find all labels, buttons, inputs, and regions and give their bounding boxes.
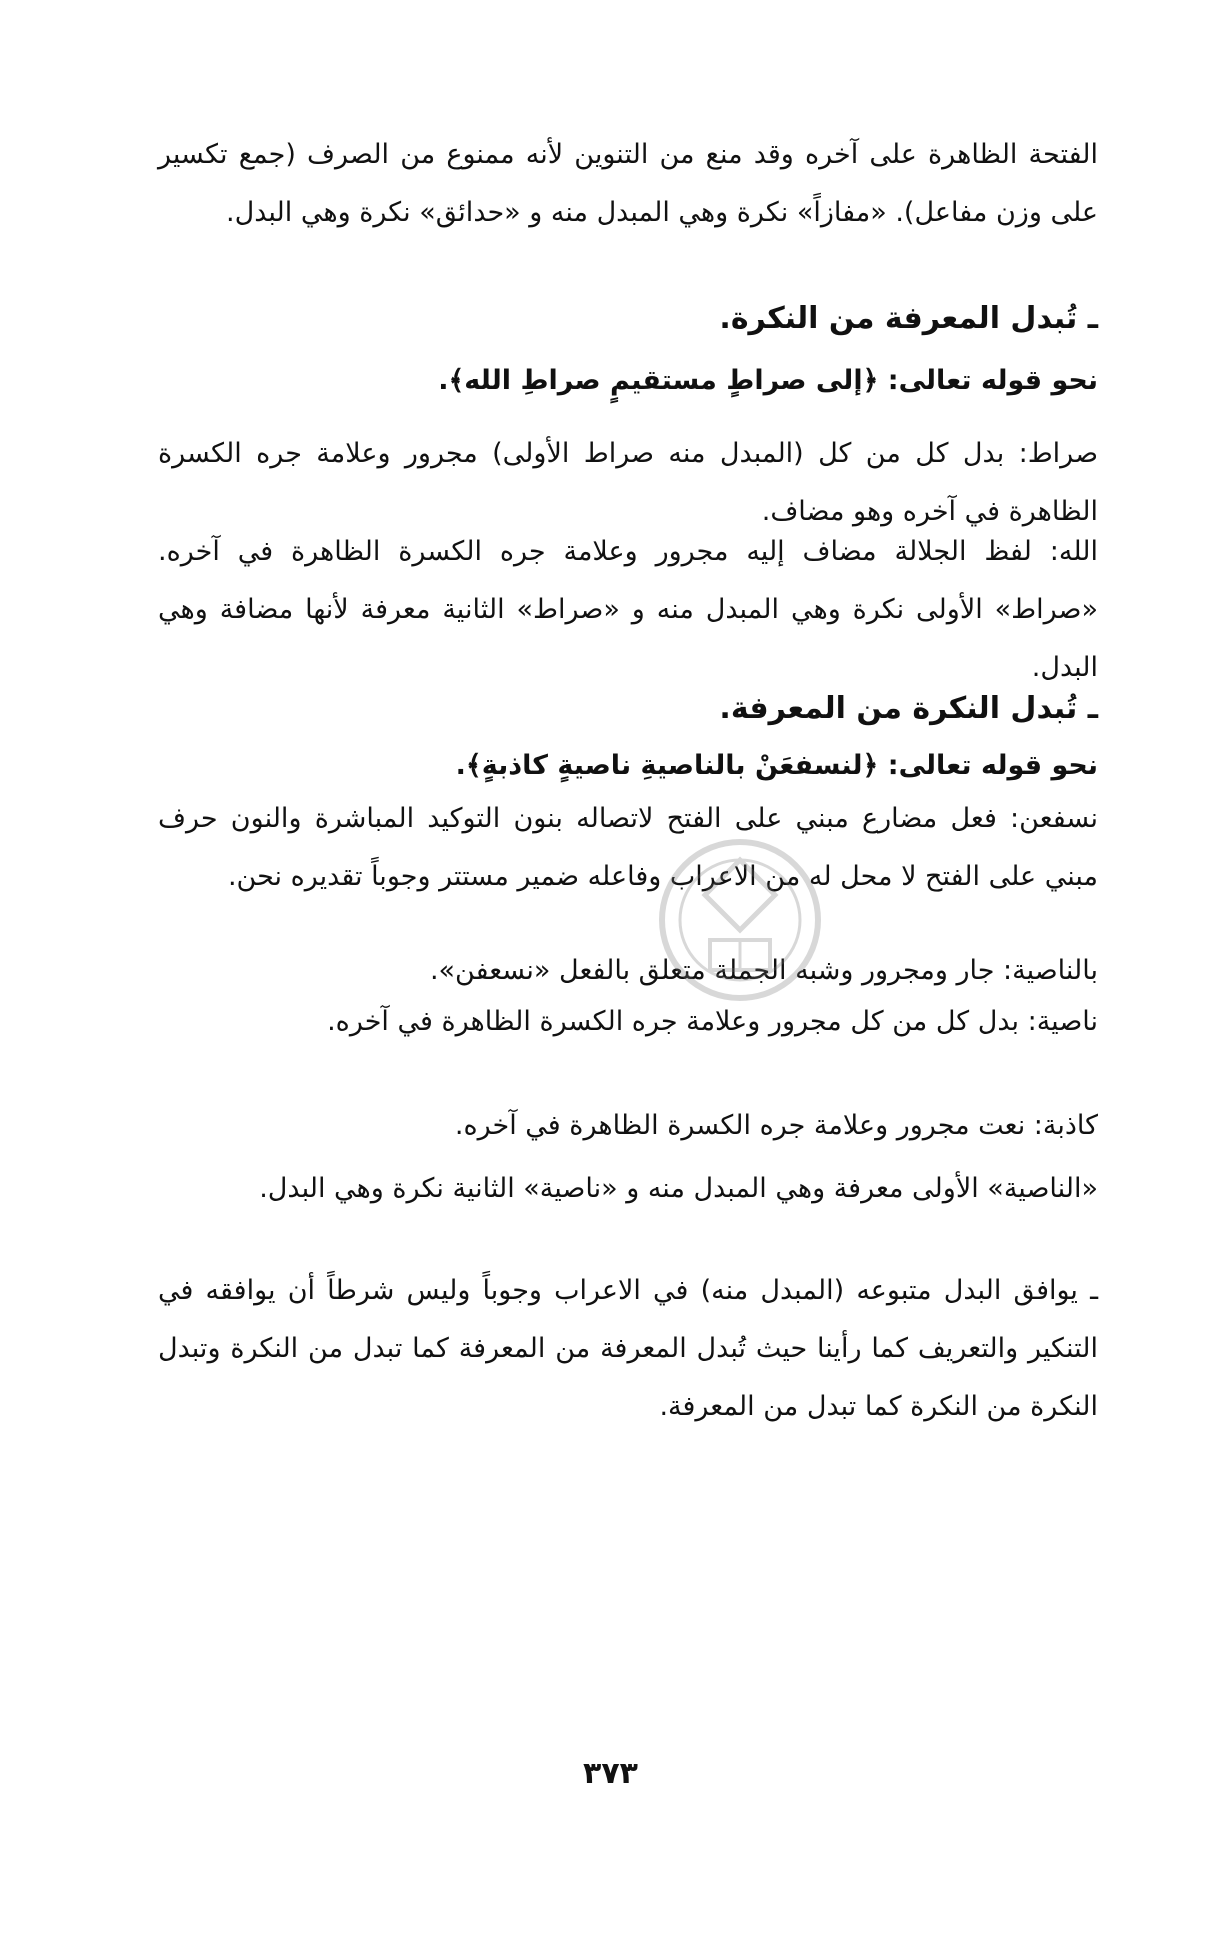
section-heading-definite-from-indefinite: ـ تُبدل المعرفة من النكرة.	[719, 301, 1098, 336]
page-number: ٣٧٣	[583, 1756, 638, 1791]
paragraph-binnasiya-analysis: بالناصية: جار ومجرور وشبه الجملة متعلق بالفعل «نسعفن».	[429, 955, 1098, 986]
paragraph-concordance-rule: ـ يوافق البدل متبوعه (المبدل منه) في الاعراب وجوباً وليس شرطاً أن يوافقه في التنكير والتعريف كما رأينا حيث تُبدل المعرفة من المعرفة كما تبدل من النكرة وتبدل النكرة من النكرة كما تبدل من المعرفة.	[158, 1275, 1098, 1422]
section-heading-indefinite-from-definite: ـ تُبدل النكرة من المعرفة.	[719, 691, 1098, 726]
paragraph-nasiya-analysis: ناصية: بدل كل من كل مجرور وعلامة جره الكسرة الظاهرة في آخره.	[327, 1006, 1098, 1037]
quran-example-1: نحو قوله تعالى: ﴿إلى صراطٍ مستقيمٍ صراطِ الله﴾.	[438, 365, 1098, 396]
library-seal-watermark	[640, 820, 840, 1020]
paragraph-nasfaan-analysis: نسفعن: فعل مضارع مبني على الفتح لاتصاله بنون التوكيد المباشرة والنون حرف مبني على الفتح لا محل له من الاعراب وفاعله ضمير مستتر وجوباً تقديره نحن.	[158, 803, 1098, 892]
paragraph-continuation: الفتحة الظاهرة على آخره وقد منع من التنوين لأنه ممنوع من الصرف (جمع تكسير على وزن مفاعل). «مفازاً» نكرة وهي المبدل منه و «حدائق» نكرة وهي البدل.	[158, 139, 1098, 228]
paragraph-sirat-analysis: صراط: بدل كل من كل (المبدل منه صراط الأولى) مجرور وعلامة جره الكسرة الظاهرة في آخره وهو مضاف.	[158, 438, 1098, 527]
quran-example-2: نحو قوله تعالى: ﴿لنسفعَنْ بالناصيةِ ناصيةٍ كاذبةٍ﴾.	[455, 750, 1098, 781]
paragraph-kadhiba-analysis: كاذبة: نعت مجرور وعلامة جره الكسرة الظاهرة في آخره.	[454, 1110, 1098, 1141]
paragraph-allah-analysis: الله: لفظ الجلالة مضاف إليه مجرور وعلامة جره الكسرة الظاهرة في آخره. «صراط» الأولى نكرة وهي المبدل منه و «صراط» الثانية معرفة لأنها مضافة وهي البدل.	[158, 536, 1098, 683]
paragraph-nasiya-summary: «الناصية» الأولى معرفة وهي المبدل منه و «ناصية» الثانية نكرة وهي البدل.	[259, 1173, 1098, 1204]
